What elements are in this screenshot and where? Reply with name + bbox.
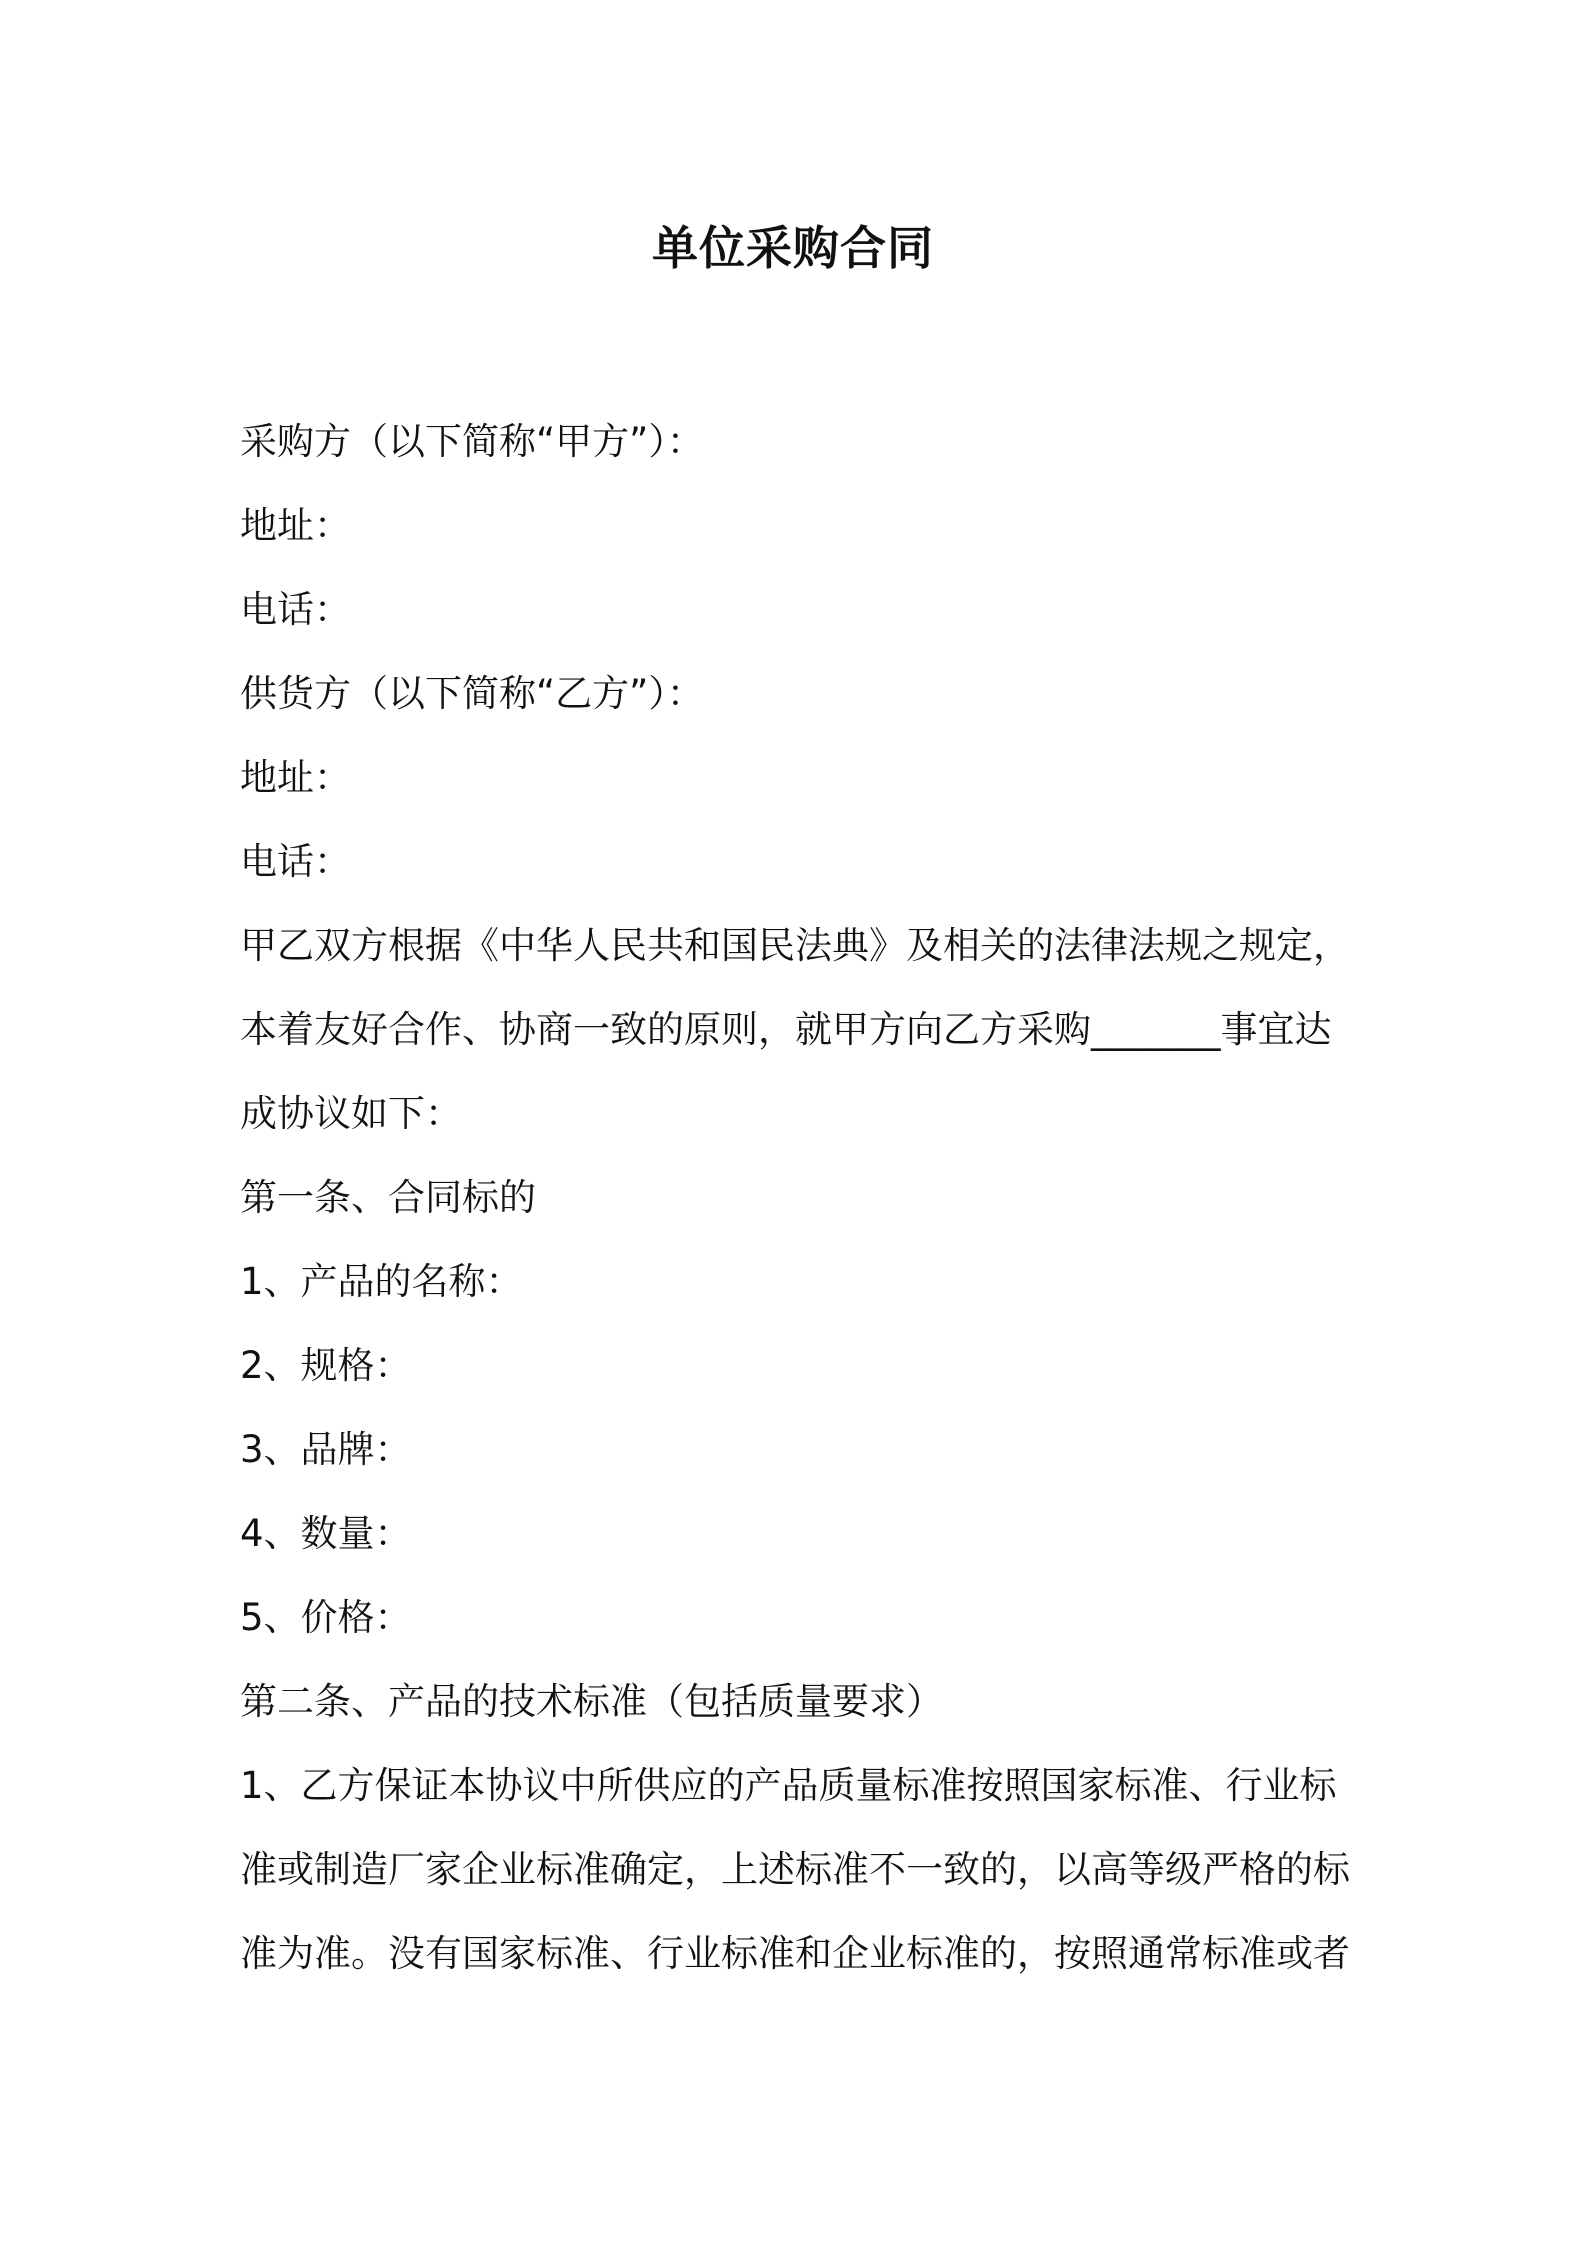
quantity-item: 4、数量： <box>240 1512 412 1555</box>
intro-paragraph-line: 本着友好合作、协商一致的原则，就甲方向乙方采购_______事宜达 <box>240 1008 1332 1051</box>
spec-item: 2、规格： <box>240 1344 412 1387</box>
price-item: 5、价格： <box>240 1596 412 1639</box>
party-a-line: 采购方（以下简称“甲方”）： <box>240 420 704 463</box>
quality-paragraph-line: 1、乙方保证本协议中所供应的产品质量标准按照国家标准、行业标 <box>240 1764 1337 1807</box>
party-b-phone: 电话： <box>240 840 351 883</box>
quality-paragraph-line: 准为准。没有国家标准、行业标准和企业标准的，按照通常标准或者 <box>240 1932 1350 1975</box>
party-b-line: 供货方（以下简称“乙方”）： <box>240 672 704 715</box>
document-title: 单位采购合同 <box>652 221 934 275</box>
brand-item: 3、品牌： <box>240 1428 412 1471</box>
quality-paragraph-line: 准或制造厂家企业标准确定，上述标准不一致的，以高等级严格的标 <box>240 1848 1350 1891</box>
intro-paragraph-line: 甲乙双方根据《中华人民共和国民法典》及相关的法律法规之规定， <box>240 924 1350 967</box>
product-name-item: 1、产品的名称： <box>240 1260 523 1303</box>
party-a-address: 地址： <box>240 504 351 547</box>
article-two-heading: 第二条、产品的技术标准（包括质量要求） <box>240 1680 943 1723</box>
party-b-address: 地址： <box>240 756 351 799</box>
document-body <box>240 400 1350 1996</box>
article-one-heading: 第一条、合同标的 <box>240 1176 536 1219</box>
intro-paragraph-line: 成协议如下： <box>240 1092 462 1135</box>
party-a-phone: 电话： <box>240 588 351 631</box>
